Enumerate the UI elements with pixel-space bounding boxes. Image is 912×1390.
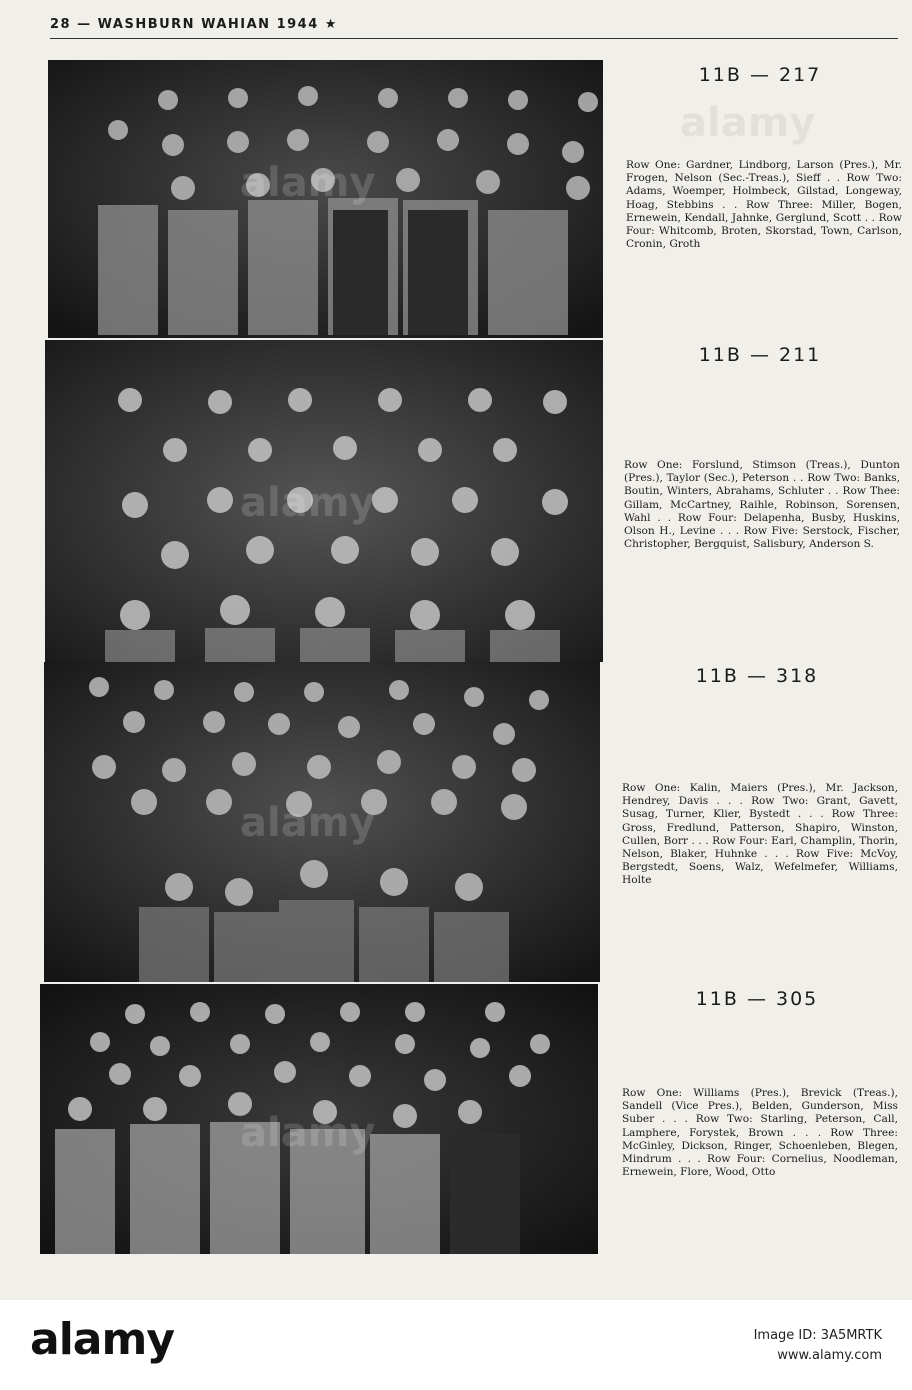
image-id: Image ID: 3A5MRTK (753, 1328, 882, 1343)
stock-footer (0, 1300, 912, 1390)
section-caption-11b-318: Row One: Kalin, Maiers (Pres.), Mr. Jackson, Hendrey, Davis . . . Row Two: Grant, Gavett, Susag, Turner, Klier, Bystedt . . . Row Three: Gross, Fredlund, Patterson, Shapiro, Winston, Cullen, Borr . . . Row Four: Earl, Champlin, Thorin, Nelson, Blaker, Huhnke . . . Row Five: McVoy, Bergstedt, Soens, Walz, Wefelmefer, Williams, Holte (622, 782, 898, 887)
site-url: www.alamy.com (777, 1348, 882, 1363)
section-title-11b-305: 11B — 305 (695, 988, 819, 1010)
watermark: alamy (680, 100, 816, 146)
alamy-logo: alamy (30, 1314, 174, 1365)
header-rule (50, 38, 898, 39)
section-title-11b-211: 11B — 211 (698, 344, 822, 366)
section-caption-11b-217: Row One: Gardner, Lindborg, Larson (Pres.), Mr. Frogen, Nelson (Sec.-Treas.), Sieff . . Row Two: Adams, Woemper, Holmbeck, Gilstad, Longeway, Hoag, Stebbins . . Row Three: Miller, Bogen, Ernewein, Kendall, Jahnke, Gerglund, Scott . . Row Four: Whitcomb, Broten, Skorstad, Town, Carlson, Cronin, Groth (626, 159, 902, 251)
page-header: 28 — WASHBURN WAHIAN 1944 ★ (50, 17, 338, 32)
watermark: alamy (240, 800, 376, 846)
watermark: alamy (240, 480, 376, 526)
watermark: alamy (240, 160, 376, 206)
section-caption-11b-305: Row One: Williams (Pres.), Brevick (Treas.), Sandell (Vice Pres.), Belden, Gunderson, Miss Suber . . . Row Two: Starling, Peterson, Call, Lamphere, Forystek, Brown . . . Row Three: McGinley, Dickson, Ringer, Schoenleben, Blegen, Mindrum . . . Row Four: Cornelius, Noodleman, Ernewein, Flore, Wood, Otto (622, 1087, 898, 1179)
section-title-11b-217: 11B — 217 (698, 64, 822, 86)
section-title-11b-318: 11B — 318 (695, 665, 819, 687)
section-caption-11b-211: Row One: Forslund, Stimson (Treas.), Dunton (Pres.), Taylor (Sec.), Peterson . . Row Two: Banks, Boutin, Winters, Abrahams, Schluter . . Row Thee: Gillam, McCartney, Raihle, Robinson, Sorensen, Wahl . . Row Four: Delapenha, Busby, Huskins, Olson H., Levine . . . Row Five: Serstock, Fischer, Christopher, Bergquist, Salisbury, Anderson S. (624, 459, 900, 551)
watermark: alamy (240, 1110, 376, 1156)
